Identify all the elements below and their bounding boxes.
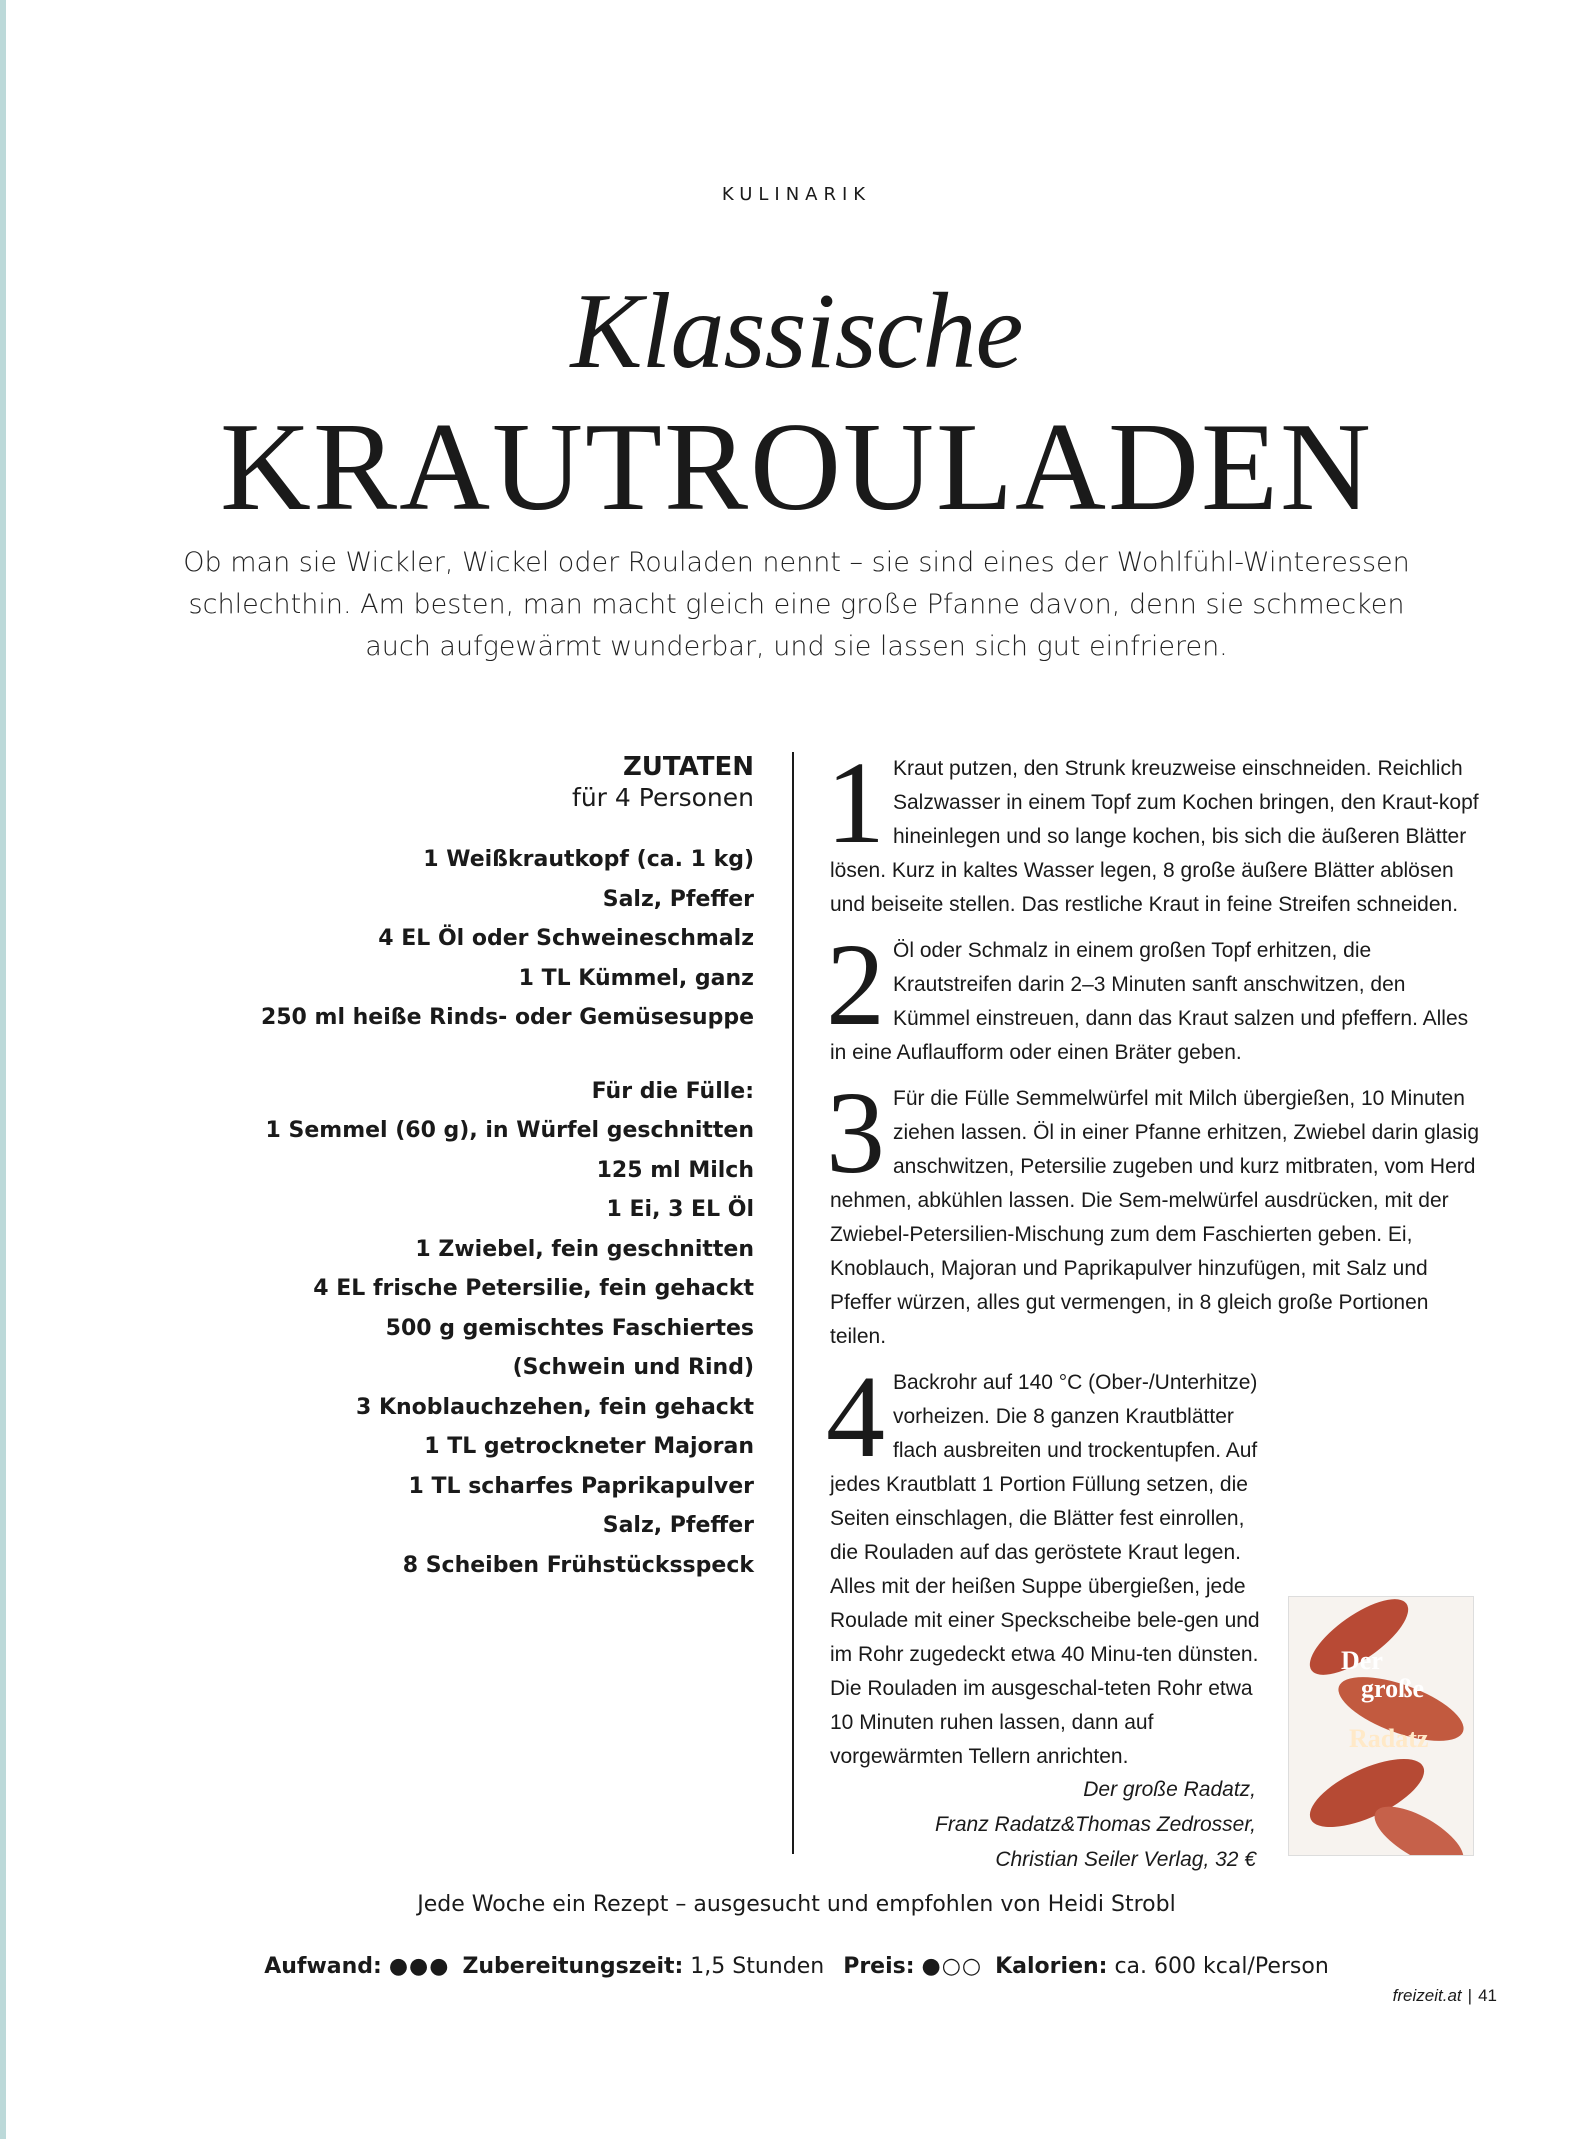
ingredient-item: 1 Weißkrautkopf (ca. 1 kg) xyxy=(423,847,754,872)
separator: | xyxy=(1467,1986,1473,2005)
step-number: 2 xyxy=(826,919,885,1050)
intro-text: Ob man sie Wickler, Wickel oder Rouladen nennt – sie sind eines der Wohlfühl-Winteressen schlechthin. Am besten, man macht gleich eine große Pfanne davon, denn sie schmecken auch aufgewärmt wunderbar, und sie lassen sich gut einfrieren. xyxy=(183,547,1410,662)
ingredient-list xyxy=(170,840,754,1038)
section-label: KULINARIK xyxy=(721,184,872,205)
step-text: Backrohr auf 140 °C (Ober-/Unterhitze) vorheizen. Die 8 ganzen Krautblätter flach ausbreiten und trockentupfen. Auf jedes Krautblatt 1 Portion Füllung setzen, die Seiten einschlagen, die Blätter fest einrollen, die Rouladen auf das geröstete Kraut legen. Alles mit der heißen Suppe übergießen, jede Roulade mit einer Speckscheibe bele-gen und im Rohr zugedeckt etwa 40 Minu-ten dünsten. Die Rouladen im ausgeschal-teten Rohr etwa 10 Minuten ruhen lassen, dann auf vorgewärmten Tellern anrichten. xyxy=(830,1371,1260,1768)
ingredient-item: Salz, Pfeffer xyxy=(602,886,754,912)
column-divider xyxy=(792,752,794,1854)
step-number: 4 xyxy=(826,1351,885,1482)
filling-item: 1 Zwiebel, fein geschnitten xyxy=(415,1236,754,1262)
filling-item: 3 Knoblauchzehen, fein gehackt xyxy=(356,1394,754,1420)
ingredient-item: 4 EL Öl oder Schweineschmalz xyxy=(378,926,754,951)
step-text: Für die Fülle Semmelwürfel mit Milch übergießen, 10 Minuten ziehen lassen. Öl in einer Pfanne erhitzen, Zwiebel darin glasig anschwitzen, Petersilie zugeben und kurz mitbraten, vom Herd nehmen, abkühlen lassen. Die Sem-melwürfel ausdrücken, mit der Zwiebel-Petersilien-Mischung zum dem Faschierten geben. Ei, Knoblauch, Majoran und Paprikapulver hinzufügen, mit Salz und Pfeffer würzen, alles gut vermengen, in 8 gleich große Portionen teilen. xyxy=(830,1087,1480,1348)
spacer xyxy=(170,1038,754,1072)
filling-item: 8 Scheiben Frühstücksspeck xyxy=(402,1552,754,1578)
ingredient-item: 1 TL Kümmel, ganz xyxy=(518,965,754,991)
zeit-label: Zubereitungszeit: xyxy=(462,1954,684,1979)
step-number: 1 xyxy=(826,737,885,868)
filling-item: 125 ml Milch xyxy=(596,1157,754,1183)
footer-note: Jede Woche ein Rezept – ausgesucht und empfohlen von Heidi Strobl xyxy=(417,1892,1176,1917)
aufwand-rating-icon: ●●● xyxy=(388,1954,450,1979)
step-2 xyxy=(826,919,1480,1070)
page-footer xyxy=(1393,1986,1497,2006)
step-text: Kraut putzen, den Strunk kreuzweise einschneiden. Reichlich Salzwasser in einem Topf zum Kochen bringen, den Kraut-kopf hineinlegen und so lange kochen, bis sich die äußeren Blätter lösen. Kurz in kaltes Wasser legen, 8 große äußere Blätter ablösen und beiseite stellen. Das restliche Kraut in feine Streifen schneiden. xyxy=(830,757,1479,916)
filling-item: 500 g gemischtes Faschiertes xyxy=(385,1315,754,1341)
filling-item: 1 Ei, 3 EL Öl xyxy=(606,1197,754,1222)
kalorien-value: ca. 600 kcal/Person xyxy=(1114,1954,1329,1979)
cover-title-1: Der xyxy=(1341,1646,1383,1675)
ingredients-subheading: für 4 Personen xyxy=(572,783,754,812)
step-1 xyxy=(826,737,1480,922)
step-number: 3 xyxy=(826,1067,885,1198)
ingredients-heading: ZUTATEN xyxy=(622,752,754,782)
book-caption xyxy=(830,1772,1256,1877)
cover-title-2: große xyxy=(1361,1674,1425,1703)
book-publisher: Christian Seiler Verlag, 32 € xyxy=(995,1848,1256,1871)
filling-item: 1 TL scharfes Paprikapulver xyxy=(408,1473,754,1499)
page-title: KRAUTROULADEN xyxy=(220,398,1373,537)
ingredients-column xyxy=(170,752,754,1585)
step-4 xyxy=(826,1351,1270,1774)
book-authors: Franz Radatz&Thomas Zedrosser, xyxy=(935,1813,1256,1836)
ingredient-item: 250 ml heiße Rinds- oder Gemüsesuppe xyxy=(260,1005,754,1030)
title-script: Klassische xyxy=(570,272,1023,391)
filling-list xyxy=(170,1072,754,1586)
book-title: Der große Radatz, xyxy=(1083,1778,1256,1801)
zeit-value: 1,5 Stunden xyxy=(690,1954,825,1979)
preis-rating-icon: ●○○ xyxy=(921,1954,983,1979)
aufwand-label: Aufwand: xyxy=(264,1954,382,1979)
preis-label: Preis: xyxy=(843,1954,915,1979)
filling-heading: Für die Fülle: xyxy=(591,1078,754,1104)
cover-title-3: Radatz xyxy=(1349,1724,1429,1753)
kalorien-label: Kalorien: xyxy=(995,1954,1108,1979)
filling-item: 1 TL getrockneter Majoran xyxy=(424,1434,754,1459)
filling-item: 1 Semmel (60 g), in Würfel geschnitten xyxy=(265,1118,754,1143)
step-3 xyxy=(826,1067,1480,1354)
filling-item: (Schwein und Rind) xyxy=(512,1355,754,1380)
filling-item: Salz, Pfeffer xyxy=(602,1513,754,1538)
page-number: 41 xyxy=(1478,1986,1497,2005)
site-name: freizeit.at xyxy=(1392,1986,1462,2005)
recipe-meta xyxy=(0,1954,1593,1979)
step-text: Öl oder Schmalz in einem großen Topf erhitzen, die Krautstreifen darin 2–3 Minuten sanft anschwitzen, den Kümmel einstreuen, dann das Kraut salzen und pfeffern. Alles in eine Auflaufform oder einen Bräter geben. xyxy=(830,939,1469,1064)
filling-item: 4 EL frische Petersilie, fein gehackt xyxy=(313,1276,754,1301)
book-cover-art xyxy=(1289,1597,1474,1856)
book-cover-image xyxy=(1288,1596,1474,1856)
